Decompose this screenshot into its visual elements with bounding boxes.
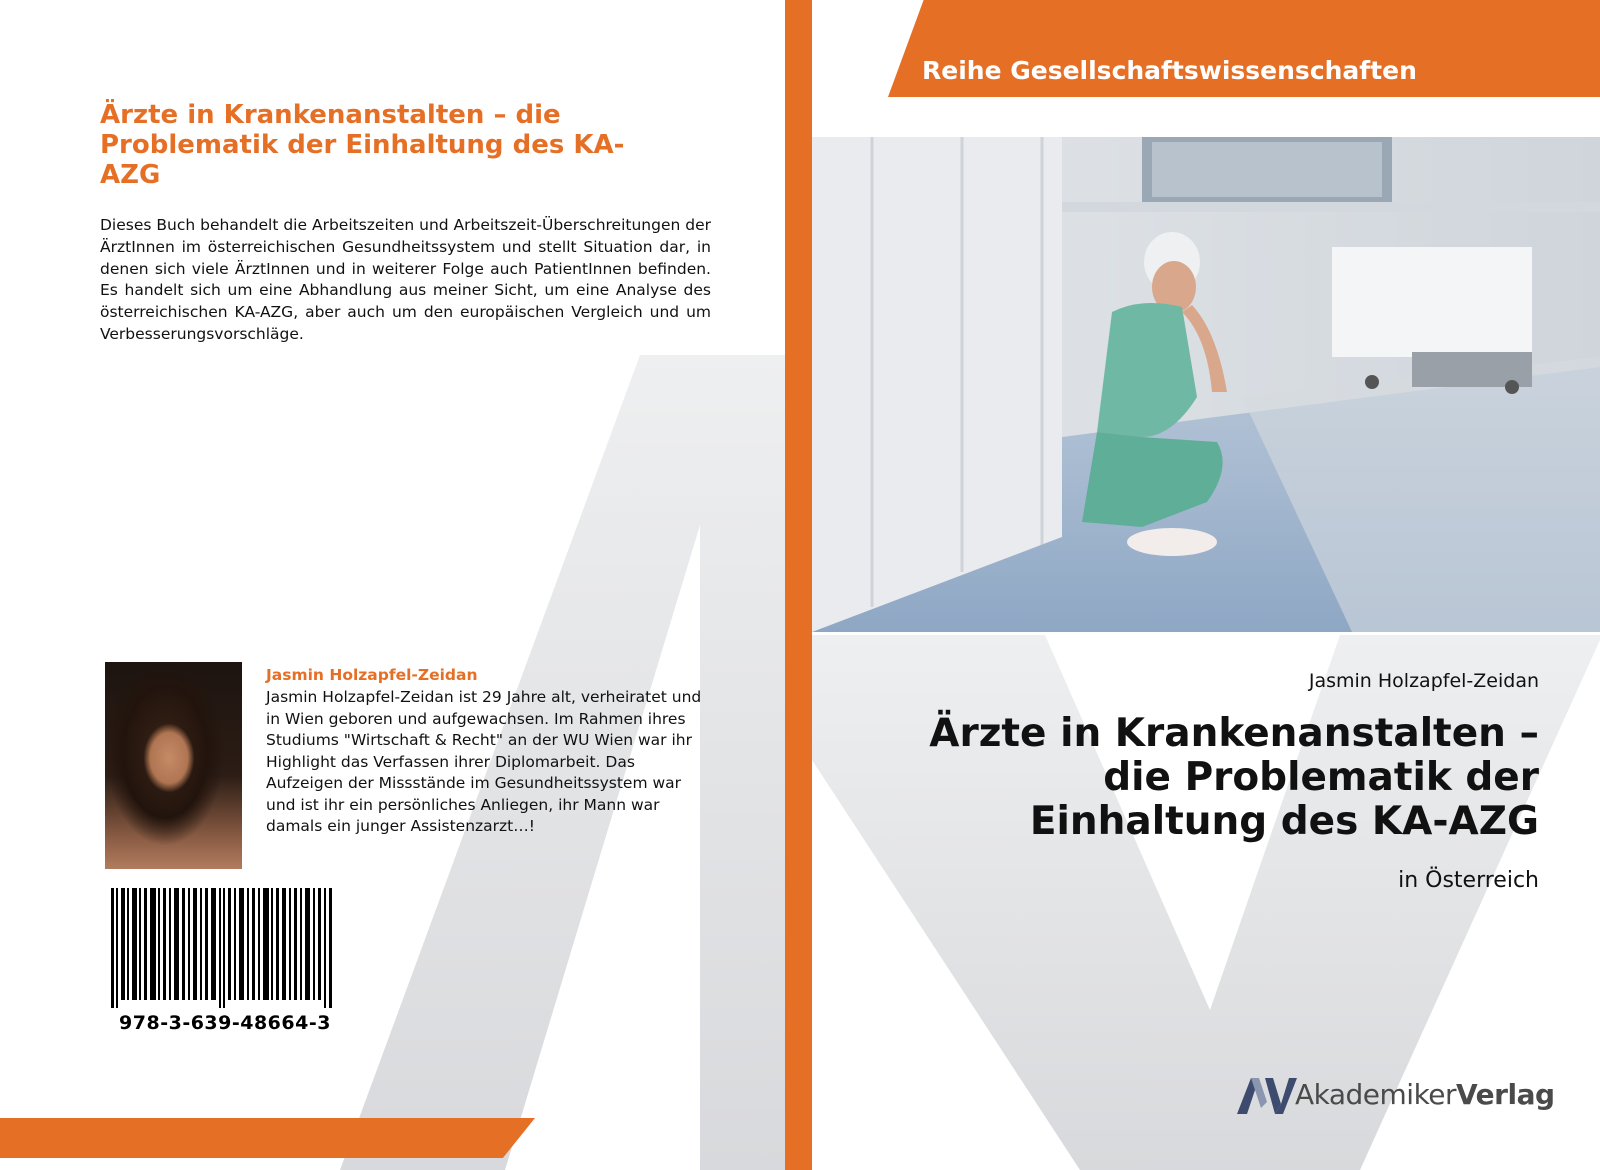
back-bottom-accent-bar bbox=[0, 1118, 535, 1158]
author-bio: Jasmin Holzapfel-Zeidan ist 29 Jahre alt, verheiratet und in Wien geboren und aufgewachsen. Im Rahmen ihres Studiums "Wirtschaft & Recht" an der WU Wien war ihr Highlight das Verfassen ihrer Diplomarbeit. Das Aufzeigen der Missstände im Gesundheitssystem war und ist ihr ein persönliches Anliegen, ihr Mann war damals ein junger Assistenzarzt…! bbox=[266, 688, 702, 835]
av-logo-icon bbox=[1237, 1074, 1297, 1120]
publisher-name-regular: Akademiker bbox=[1295, 1078, 1457, 1111]
barcode-icon bbox=[111, 888, 335, 1008]
front-author: Jasmin Holzapfel-Zeidan bbox=[1308, 670, 1539, 692]
front-title-line: Einhaltung des KA-AZG bbox=[1029, 799, 1539, 844]
front-title-line: Ärzte in Krankenanstalten – bbox=[929, 711, 1539, 756]
isbn-number: 978-3-639-48664-3 bbox=[119, 1012, 331, 1034]
bio-author-name: Jasmin Holzapfel-Zeidan bbox=[266, 666, 478, 684]
spine bbox=[785, 0, 812, 1170]
front-title-line: die Problematik der bbox=[1103, 755, 1539, 800]
cover-photo bbox=[812, 137, 1600, 632]
back-cover-title: Ärzte in Krankenanstalten – die Problematik der Einhaltung des KA-AZG bbox=[100, 100, 625, 190]
publisher-name-bold: Verlag bbox=[1456, 1078, 1555, 1111]
series-label: Reihe Gesellschaftswissenschaften bbox=[922, 56, 1417, 85]
front-subtitle: in Österreich bbox=[1398, 868, 1539, 893]
back-cover-blurb: Dieses Buch behandelt die Arbeitszeiten und Arbeitszeit-Überschreitungen der ÄrztInnen im österreichischen Gesundheitssystem und stellt Situation dar, in denen sich viele ÄrztInnen und in weiterer Folge auch PatientInnen befinden. Es handelt sich um eine Abhandlung aus meiner Sicht, um eine Analyse des österreichischen KA-AZG, aber auch um den europäischen Vergleich und um Verbesserungsvorschläge. bbox=[100, 216, 711, 343]
front-title bbox=[899, 712, 1539, 844]
author-photo bbox=[105, 662, 242, 869]
publisher-name bbox=[1295, 1078, 1555, 1111]
